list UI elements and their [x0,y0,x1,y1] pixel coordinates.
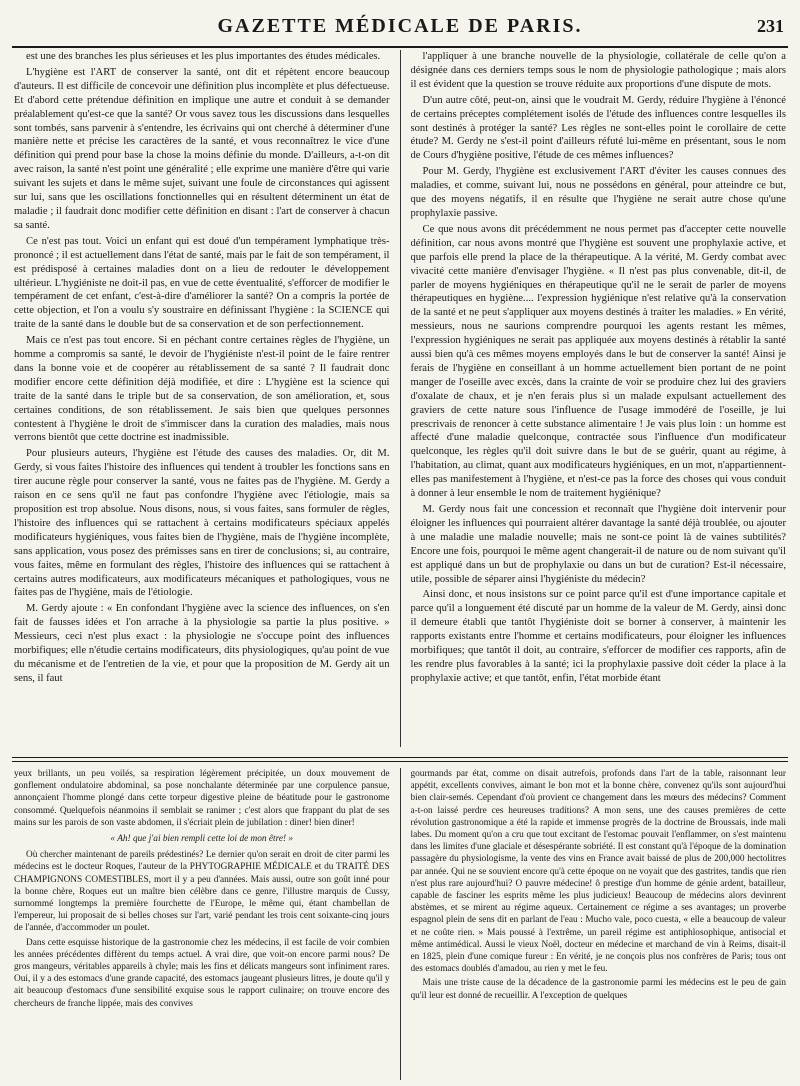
upper-left-column [14,50,390,747]
paragraph: Pour M. Gerdy, l'hygiène est exclusivement l'ART d'éviter les causes connues des maladies, et comme, suivant lui, nous ne possédons en général, pour atteindre ce but, que des moyens négatifs, il en résulte que l'hygiène ne serait autre chose qu'une prophylaxie passive. [410,166,786,219]
paragraph: L'hygiène est l'ART de conserver la santé, ont dit et répètent encore beaucoup d'auteurs. Il est difficile de concevoir une définition plus incomplète et plus défectueuse. Et d'abord cette prétendue définition en implique une autre et conduit à se demander préalablement qu'est-ce que la santé? Or vous savez tous les discussions dans lesquelles sont tombés, sans parvenir à s'entendre, les écrivains qui ont cherché à déterminer d'une manière nette et précise les caractères de la santé, et vous reconnaîtrez le vice d'une définition qui prend pour base la chose la moins définie du monde. D'ailleurs, a-t-on dit avec raison, la santé n'est point une généralité ; elle exprime une manière d'être qui varie suivant les sujets et dans le même sujet, suivant une foule de circonstances qui agissent sur lui, sans que les oscillations fonctionnelles qui en résultent déterminent un état de maladie ; il faudrait donc modifier cette définition en disant : l'art de conserver à chacun sa santé. [14,66,390,231]
page-header [12,6,788,48]
page-number: 231 [757,16,784,36]
paragraph: Mais une triste cause de la décadence de la gastronomie parmi les médecins est le peu de gain qu'il leur est donné de recueillir. A l'exception de quelques [410,978,786,1001]
paragraph: D'un autre côté, peut-on, ainsi que le voudrait M. Gerdy, réduire l'hygiène à l'énoncé de certains préceptes complétement isolés de l'étude des influences contre lesquelles ils sont destinés à protéger la santé? Les règles ne sont-elles point le corollaire de cette étude? M. Gerdy ne s'est-il point d'ailleurs réfuté lui-même en présentant, sous le nom de Cours d'hygiène positive, l'étude de ces mêmes influences? [410,94,786,162]
paragraph: Ce que nous avons dit précédemment ne nous permet pas d'accepter cette nouvelle définition, car nous avons montré que l'hygiène est souvent une prophylaxie active, et que parfois elle prend la place de la thérapeutique. A la vérité, M. Gerdy combat avec vivacité cette manière d'envisager l'hygiène. « Il n'est pas plus convenable, dit-il, de parler de moyens hygiéniques en thérapeutique qu'il ne le serait de parler de moyens thérapeutiques en hygiène.... l'expression hygiénique n'est relative qu'à la conservation de la santé et ne peut s'appliquer aux moyens destinés à traiter les maladies. » En vérité, messieurs, nous ne saurions comprendre pourquoi les agents restant les mêmes, l'expression hygiéniques ne serait pas appliquée aux moyens destinés à rétablir la santé aussi bien qu'à ces mêmes moyens employés dans le but de conserver la santé! Ainsi je ferais de l'hygiène en conseillant à un homme actuellement bien portant de ne point manger de l'oseille avec excès, dans la crainte de voir se produire chez lui des graviers d'oxalate de chaux, et je n'en ferais plus si un malade expulsant actuellement des graviers de cette nature sous l'influence de l'usage immodéré de l'oseille, je lui prescrivais de renoncer à cette substance alimentaire ! Je vais plus loin : un homme est affecté d'une maladie quelconque, contractée sous l'influence d'un modificateur quelconque, les règles qu'il doit suivre dans le but de se guérir, quant au régime, à l'habitation, au climat, quant aux modificateurs hygiéniques, en un mot, n'appartiennent-elles pas manifestement à l'hygiène, et n'est-ce pas la force des choses qui vous conduit à donner à leur ensemble le nom de traitement hygiénique? [410,223,786,500]
feuilleton [14,768,786,1080]
paragraph: Où chercher maintenant de pareils prédestinés? Le dernier qu'on serait en droit de citer parmi les médecins est le docteur Roques, l'auteur de la PHYTOGRAPHIE MÉDICALE et du TRAITÉ DES CHAMPIGNONS COMESTIBLES, mort il y a peu d'années. Mais aussi, outre son goût inné pour la bonne chère, Roques eut un maître bien célèbre dans ce genre, l'illustre marquis de Cussy, surnommé longtemps la première fourchette de l'Europe, le même qui, étant chambellan de l'empereur, lui proposait de si belles choses sur l'art, varié pendant les trois cent soixante-cinq jours de l'année, d'accommoder un poulet. [14,850,390,934]
feuilleton-separator [12,757,788,762]
upper-right-column [411,50,787,747]
quote: « Ah! que j'ai bien rempli cette loi de mon être! » [110,834,294,845]
column-divider [400,50,401,747]
paragraph: est une des branches les plus sérieuses et les plus importantes des études médicales. [26,51,381,62]
upper-article [14,50,786,747]
lower-left-column [14,768,390,1080]
paragraph: M. Gerdy nous fait une concession et reconnaît que l'hygiène doit intervenir pour éloigner les influences qui pourraient altérer davantage la santé déjà troublée, ou ajouter à une maladie une maladie nouvelle; mais ne sont-ce point là de vaines subtilités? Encore une fois, pourquoi le même agent changerait-il de nature ou de nom suivant qu'il est appliqué dans un but de prophylaxie ou dans un but de curation? Est-il nécessaire, utile, possible de séparer ainsi l'hygiéniste du médecin? [410,504,786,585]
paragraph: M. Gerdy ajoute : « En confondant l'hygiène avec la science des influences, on s'en fait de fausses idées et l'on arrache à la physiologie sa partie la plus positive. » Messieurs, ceci n'est plus exact : la physiologie ne s'occupe point des influences morbifiques; elle n'étudie certains modificateurs, dits physiologiques, qu'au point de vue du mécanisme et de l'entretien de la vie, et pour que la proposition de M. Gerdy ait un sens, il faut [14,603,390,684]
paragraph: Ce n'est pas tout. Voici un enfant qui est doué d'un tempérament lymphatique très-prononcé ; il est actuellement dans l'état de santé, mais par le fait de son tempérament, il est prédisposé à certaines maladies dont on a lieu de redouter le développement ultérieur. L'hygiéniste ne doit-il pas, en vue de cette éventualité, s'efforcer de modifier le tempérament de cet enfant, c'est-à-dire d'améliorer la santé? On a compris la portée de cette objection, et l'on a voulu s'y soustraire en définissant l'hygiène : la SCIENCE qui traite de la santé dans le double but de sa conservation et de son perfectionnement. [14,235,390,331]
lower-right-column [411,768,787,1080]
paragraph: Pour plusieurs auteurs, l'hygiène est l'étude des causes des maladies. Or, dit M. Gerdy, si vous faites l'histoire des influences qui tendent à troubler les fonctions sans en tirer aucune règle pour conserver la santé, vous ne faites pas de l'hygiène. M. Gerdy a raison en ce sens qu'il ne faut pas confondre l'hygiène avec l'étiologie, mais sa proposition est trop absolue. Nous disons, nous, si vous faites, sans formuler de règles, l'histoire des influences qui se rattachent à certains modificateurs spéciaux appelés modificateurs hygiéniques, vous faites bien de l'hygiène, mais de l'hygiène incomplète, sans application, vous posez des prémisses sans en tirer de conclusions; si, au contraire, vous faites, même en formulant des règles, l'histoire des influences qui se rattachent à certains autres modificateurs, aux modificateurs mécaniques et pathologiques, vous ne faites pas de l'hygiène, mais de l'étiologie. [14,448,390,599]
paragraph: gourmands par état, comme on disait autrefois, profonds dans l'art de la table, raisonnant leur appétit, excellents convives, aimant le bon mot et la bonne chère, convenez qu'ils sont aujourd'hui bien clair-semés. Cependant d'où provient ce changement dans les mœurs des médecins? Comment a-t-on laissé perdre ces heureuses traditions? A mon sens, une des causes premières de cette révolution gastronomique a été la rapide et immense progrès de la doctrine de Broussais, inde mali labes. Du moment qu'on a cru que tout excitant de l'estomac pouvait l'enflammer, on s'est maintenu dans les limites d'une glaciale et désespérante sobriété. Il est constant qu'à l'époque de la domination passagère du physiologisme, la vente des vins en France avait baissé de plus de 200,000 hectolitres par année. Qui ne se souvient encore qu'à cette époque on ne voyait que des gastrites, tandis que rien n'est plus rare aujourd'hui? O pauvre médecine! ô prestige d'un homme de génie ardent, batailleur, capable de fasciner les esprits même les plus judicieux! Beaucoup de médecins alors devinrent abstèmes, et se mirent au régime aqueux. Certainement ce régime a ses avantages; un proverbe espagnol plein de sens dit en parlant de l'eau : Mucho vale, poco cuesta, « elle a beaucoup de valeur et ne coûte rien. » Mais poussé à l'extrême, un pareil régime est antiphlosophique, antisocial et même antimédical. Aussi le vieux Noël, docteur en médecine et marchand de vin à Reims, disait-il en 1825, plein d'une comique fureur : En vérité, je ne conçois plus nos confrères de Paris; tous ont des estomacs doublés d'amadou, au rien y met le feu. [410,769,786,975]
paragraph: yeux brillants, un peu voilés, sa respiration légèrement précipitée, un doux mouvement de gonflement ondulatoire abdominal, sa pose nonchalante déterminée par une corpulence pansue, annonçaient l'homme plongé dans cette torpeur digestive pleine de béatitude pour le gastronome consommé. Quelquefois néanmoins il semblait se ranimer ; c'est alors que frappant du plat de ses mains sur les parois de son vaste abdomen, il s'écriait plein de jubilation : diner! bien diner! [14,769,390,828]
column-divider [400,768,401,1080]
paragraph: Mais ce n'est pas tout encore. Si en péchant contre certaines règles de l'hygiène, un homme a compromis sa santé, le devoir de l'hygiéniste n'est-il point de le faire rentrer dans la bonne voie et de coopérer au rétablissement de sa santé ? Il faudrait donc modifier encore cette définition déjà modifiée, et dire : L'hygiène est la science qui traite de la santé dans le triple but de sa conservation, de son amélioration, et, sous certaines conditions, de son rétablissement. Je sais bien que quelques personnes contestent à l'hygiène le droit de s'immiscer dans la curation des maladies, mais nous verrons bientôt que cette doctrine est inadmissible. [14,335,390,444]
paragraph: Dans cette esquisse historique de la gastronomie chez les médecins, il est facile de voir combien les années précédentes diffèrent du temps actuel. A vrai dire, que voit-on encore parmi nous? De gros mangeurs, véritables appareils à chyle; mais les fins et délicats mangeurs sont infiniment rares. Oui, il y a des estomacs d'une grande capacité, des estomacs jaugeant plusieurs litres, je doute qu'il y ait beaucoup d'estomacs d'une sensibilité exquise sous le rapport culinaire; on trouve encore des chercheurs de franche lippée, mais des convives [14,937,390,1009]
journal-title: GAZETTE MÉDICALE DE PARIS. [217,14,583,37]
paragraph: Ainsi donc, et nous insistons sur ce point parce qu'il est d'une importance capitale et parce qu'il a longuement été discuté par un homme de la valeur de M. Gerdy, ainsi donc il demeure établi que tantôt l'hygiéniste doit se borner à conserver, à maintenir les rapports existants entre l'homme et certains modificateurs, pour éloigner les influences morbifiques; que tantôt il doit, au contraire, s'efforcer de modifier ces rapports, afin de les rendre plus favorables à la santé; ici la prophylaxie passive doit céder la place à la prophylaxie active; et que tantôt, enfin, l'état morbide étant [410,589,786,684]
paragraph: l'appliquer à une branche nouvelle de la physiologie, collatérale de celle qu'on a désignée dans ces derniers temps sous le nom de physiologie pathologique ; mais alors il est évident que la question se trouve réduite aux proportions d'une dispute de mots. [410,51,786,90]
